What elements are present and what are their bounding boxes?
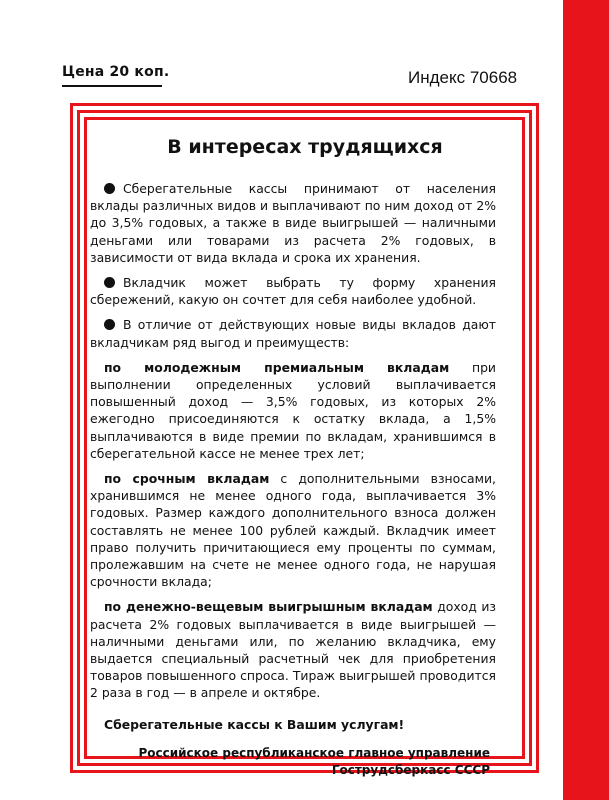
- bullet-icon: [104, 277, 115, 288]
- paragraph-term-deposits: [90, 470, 496, 590]
- bullet-icon: [104, 183, 115, 194]
- notice-title: В интересах трудящихся: [167, 136, 443, 158]
- paragraph-savings: [90, 180, 496, 266]
- index-label: Индекс 70668: [408, 68, 518, 87]
- youth-deposits-text: при выполнении определенных условий выплачивается повышенный доход — 3,5% годовых, из которых 2% ежегодно присоединяются к остатку вклада, а 1,5% выплачиваются в виде премии по вкладам, хранившимся в сберегательной кассе не менее трех лет;: [90, 359, 496, 461]
- lottery-deposits-text: доход из расчета 2% годовых выплачивается в виде выигрышей — наличными деньгами или, по желанию вкладчика, ему выдается специальный расчетный чек для приобретения товаров повышенного спроса. Тираж выигрышей проводится 2 раза в год — в апреле и октябре.: [90, 599, 496, 701]
- paragraph-choice-text: Вкладчик может выбрать ту форму хранения сбережений, какую он сочтет для себя наиболее удобной.: [90, 275, 496, 308]
- notice-body: [90, 180, 496, 779]
- paragraph-benefits-text: В отличие от действующих новые виды вкладов дают вкладчикам ряд выгод и преимуществ:: [90, 317, 496, 350]
- paragraph-lottery-deposits: [90, 598, 496, 701]
- term-deposits-text: с дополнительными взносами, хранившимся не менее одного года, выплачивается 3% годовых. Размер каждого дополнительного взноса должен составлять не менее 100 рублей каждый. Вкладчик имеет право получить причитающиеся ему проценты по суммам, пролежавшим на счете не менее одного года, не нарушая срочности вклада;: [90, 471, 496, 590]
- paragraph-benefits: [90, 316, 496, 350]
- price-label: Цена 20 коп.: [62, 64, 170, 80]
- paragraph-choice: [90, 274, 496, 308]
- signature-line-1: Российское республиканское главное управление: [138, 745, 490, 760]
- youth-deposits-label: по молодежным премиальным вкладам: [104, 359, 450, 375]
- closing-line: Сберегательные кассы к Вашим услугам!: [104, 716, 405, 732]
- paragraph-savings-text: Сберегательные кассы принимают от населения вклады различных видов и выплачивают по ним доход от 2% до 3,5% годовых, а также в виде выигрышей — наличными деньгами или товарами из расчета 2% годовых, в зависимости от вида вклада и срока их хранения.: [90, 181, 496, 265]
- term-deposits-label: по срочным вкладам: [104, 471, 270, 487]
- paragraph-youth-deposits: [90, 359, 496, 462]
- signature-line-2: Гострудсберкасс СССР: [331, 762, 490, 777]
- signature-block: [90, 745, 496, 779]
- lottery-deposits-label: по денежно-вещевым выигрышным вкладам: [104, 599, 433, 615]
- bullet-icon: [104, 319, 115, 330]
- price-underline: [62, 85, 162, 87]
- red-edge-strip: [563, 0, 609, 800]
